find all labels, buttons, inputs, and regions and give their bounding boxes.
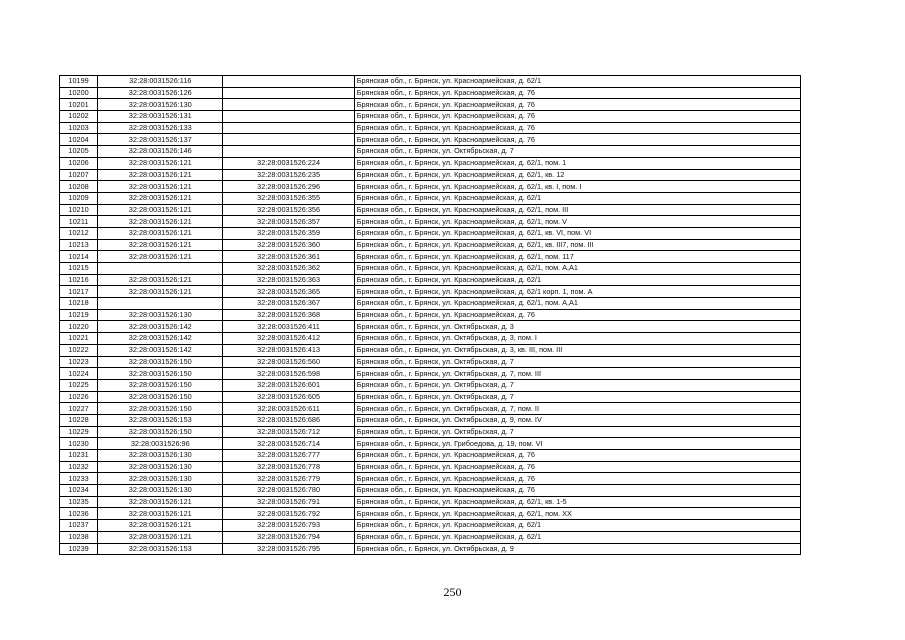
parent-cadastral-number-cell: 32:28:0031526:126: [98, 87, 223, 99]
parent-cadastral-number-cell: 32:28:0031526:150: [98, 391, 223, 403]
parent-cadastral-number-cell: 32:28:0031526:121: [98, 169, 223, 181]
parent-cadastral-number-cell: 32:28:0031526:150: [98, 368, 223, 380]
address-cell: Брянская обл., г. Брянск, ул. Красноармейская, д. 62/1, кв. III7, пом. III: [354, 239, 800, 251]
row-number-cell: 10200: [60, 87, 98, 99]
parent-cadastral-number-cell: 32:28:0031526:121: [98, 520, 223, 532]
parent-cadastral-number-cell: 32:28:0031526:121: [98, 204, 223, 216]
parent-cadastral-number-cell: 32:28:0031526:121: [98, 192, 223, 204]
address-cell: Брянская обл., г. Брянск, ул. Красноармейская, д. 62/1 корп. 1, пом. А: [354, 286, 800, 298]
address-cell: Брянская обл., г. Брянск, ул. Красноармейская, д. 62/1, пом. А,А1: [354, 263, 800, 275]
table-row: [60, 251, 801, 263]
cadastral-number-cell: [223, 122, 354, 134]
address-cell: Брянская обл., г. Брянск, ул. Красноармейская, д. 62/1, пом. III: [354, 204, 800, 216]
address-cell: Брянская обл., г. Брянск, ул. Октябрьская, д. 7: [354, 146, 800, 158]
row-number-cell: 10201: [60, 99, 98, 111]
parent-cadastral-number-cell: 32:28:0031526:153: [98, 414, 223, 426]
row-number-cell: 10207: [60, 169, 98, 181]
cadastral-number-cell: 32:28:0031526:413: [223, 344, 354, 356]
parent-cadastral-number-cell: 32:28:0031526:150: [98, 356, 223, 368]
address-cell: Брянская обл., г. Брянск, ул. Октябрьская, д. 7: [354, 356, 800, 368]
address-cell: Брянская обл., г. Брянск, ул. Красноармейская, д. 76: [354, 134, 800, 146]
table-row: [60, 508, 801, 520]
parent-cadastral-number-cell: 32:28:0031526:121: [98, 531, 223, 543]
cadastral-number-cell: 32:28:0031526:235: [223, 169, 354, 181]
row-number-cell: 10227: [60, 403, 98, 415]
table-row: [60, 461, 801, 473]
cadastral-number-cell: 32:28:0031526:794: [223, 531, 354, 543]
row-number-cell: 10226: [60, 391, 98, 403]
row-number-cell: 10204: [60, 134, 98, 146]
table-row: [60, 122, 801, 134]
parent-cadastral-number-cell: 32:28:0031526:116: [98, 76, 223, 88]
row-number-cell: 10209: [60, 192, 98, 204]
parent-cadastral-number-cell: 32:28:0031526:130: [98, 99, 223, 111]
table-row: [60, 169, 801, 181]
cadastral-number-cell: 32:28:0031526:611: [223, 403, 354, 415]
cadastral-number-cell: 32:28:0031526:598: [223, 368, 354, 380]
cadastral-number-cell: 32:28:0031526:714: [223, 438, 354, 450]
cadastral-number-cell: 32:28:0031526:779: [223, 473, 354, 485]
address-cell: Брянская обл., г. Брянск, ул. Красноармейская, д. 62/1: [354, 520, 800, 532]
table-row: [60, 496, 801, 508]
row-number-cell: 10217: [60, 286, 98, 298]
row-number-cell: 10203: [60, 122, 98, 134]
parent-cadastral-number-cell: 32:28:0031526:142: [98, 321, 223, 333]
row-number-cell: 10199: [60, 76, 98, 88]
cadastral-number-cell: 32:28:0031526:778: [223, 461, 354, 473]
cadastral-number-cell: 32:28:0031526:368: [223, 309, 354, 321]
parent-cadastral-number-cell: 32:28:0031526:121: [98, 216, 223, 228]
cadastral-number-cell: 32:28:0031526:712: [223, 426, 354, 438]
address-cell: Брянская обл., г. Брянск, ул. Октябрьская, д. 3, пом. I: [354, 333, 800, 345]
cadastral-number-cell: 32:28:0031526:791: [223, 496, 354, 508]
parent-cadastral-number-cell: 32:28:0031526:142: [98, 344, 223, 356]
table-row: [60, 520, 801, 532]
cadastral-number-cell: [223, 87, 354, 99]
table-row: [60, 134, 801, 146]
address-cell: Брянская обл., г. Брянск, ул. Красноармейская, д. 62/1, кв. I, пом. I: [354, 181, 800, 193]
parent-cadastral-number-cell: 32:28:0031526:130: [98, 461, 223, 473]
address-cell: Брянская обл., г. Брянск, ул. Красноармейская, д. 62/1, кв. 12: [354, 169, 800, 181]
row-number-cell: 10219: [60, 309, 98, 321]
address-cell: Брянская обл., г. Брянск, ул. Красноармейская, д. 76: [354, 99, 800, 111]
table-row: [60, 356, 801, 368]
table-row: [60, 239, 801, 251]
parent-cadastral-number-cell: 32:28:0031526:130: [98, 485, 223, 497]
cadastral-number-cell: [223, 134, 354, 146]
row-number-cell: 10212: [60, 227, 98, 239]
table-row: [60, 192, 801, 204]
cadastral-number-cell: 32:28:0031526:793: [223, 520, 354, 532]
parent-cadastral-number-cell: 32:28:0031526:142: [98, 333, 223, 345]
table-row: [60, 286, 801, 298]
cadastral-number-cell: 32:28:0031526:777: [223, 450, 354, 462]
parent-cadastral-number-cell: 32:28:0031526:146: [98, 146, 223, 158]
address-cell: Брянская обл., г. Брянск, ул. Октябрьская, д. 9: [354, 543, 800, 555]
cadastral-table: [59, 75, 801, 555]
address-cell: Брянская обл., г. Брянск, ул. Октябрьская, д. 7, пом. II: [354, 403, 800, 415]
cadastral-number-cell: 32:28:0031526:355: [223, 192, 354, 204]
cadastral-number-cell: 32:28:0031526:363: [223, 274, 354, 286]
address-cell: Брянская обл., г. Брянск, ул. Октябрьская, д. 7, пом. III: [354, 368, 800, 380]
cadastral-number-cell: 32:28:0031526:560: [223, 356, 354, 368]
address-cell: Брянская обл., г. Брянск, ул. Красноармейская, д. 76: [354, 461, 800, 473]
row-number-cell: 10215: [60, 263, 98, 275]
cadastral-number-cell: [223, 76, 354, 88]
address-cell: Брянская обл., г. Брянск, ул. Красноармейская, д. 62/1, кв. 1-5: [354, 496, 800, 508]
cadastral-number-cell: 32:28:0031526:795: [223, 543, 354, 555]
row-number-cell: 10239: [60, 543, 98, 555]
row-number-cell: 10210: [60, 204, 98, 216]
parent-cadastral-number-cell: 32:28:0031526:96: [98, 438, 223, 450]
parent-cadastral-number-cell: 32:28:0031526:121: [98, 251, 223, 263]
cadastral-number-cell: 32:28:0031526:686: [223, 414, 354, 426]
row-number-cell: 10218: [60, 298, 98, 310]
parent-cadastral-number-cell: 32:28:0031526:121: [98, 239, 223, 251]
address-cell: Брянская обл., г. Брянск, ул. Красноармейская, д. 62/1, пом. XX: [354, 508, 800, 520]
cadastral-number-cell: 32:28:0031526:601: [223, 379, 354, 391]
cadastral-number-cell: 32:28:0031526:605: [223, 391, 354, 403]
address-cell: Брянская обл., г. Брянск, ул. Красноармейская, д. 62/1: [354, 531, 800, 543]
table-row: [60, 157, 801, 169]
table-row: [60, 426, 801, 438]
cadastral-number-cell: 32:28:0031526:411: [223, 321, 354, 333]
table-row: [60, 368, 801, 380]
parent-cadastral-number-cell: 32:28:0031526:131: [98, 111, 223, 123]
cadastral-number-cell: 32:28:0031526:367: [223, 298, 354, 310]
cadastral-number-cell: [223, 111, 354, 123]
address-cell: Брянская обл., г. Брянск, ул. Красноармейская, д. 62/1, пом. 117: [354, 251, 800, 263]
row-number-cell: 10211: [60, 216, 98, 228]
address-cell: Брянская обл., г. Брянск, ул. Красноармейская, д. 76: [354, 111, 800, 123]
table-row: [60, 531, 801, 543]
row-number-cell: 10202: [60, 111, 98, 123]
row-number-cell: 10235: [60, 496, 98, 508]
page-number: 250: [443, 585, 462, 599]
table-row: [60, 414, 801, 426]
address-cell: Брянская обл., г. Брянск, ул. Красноармейская, д. 76: [354, 309, 800, 321]
row-number-cell: 10205: [60, 146, 98, 158]
row-number-cell: 10216: [60, 274, 98, 286]
parent-cadastral-number-cell: 32:28:0031526:130: [98, 473, 223, 485]
table-row: [60, 181, 801, 193]
row-number-cell: 10228: [60, 414, 98, 426]
row-number-cell: 10206: [60, 157, 98, 169]
row-number-cell: 10224: [60, 368, 98, 380]
cadastral-number-cell: 32:28:0031526:224: [223, 157, 354, 169]
address-cell: Брянская обл., г. Брянск, ул. Красноармейская, д. 62/1: [354, 274, 800, 286]
table-row: [60, 379, 801, 391]
row-number-cell: 10238: [60, 531, 98, 543]
cadastral-number-cell: [223, 99, 354, 111]
parent-cadastral-number-cell: 32:28:0031526:137: [98, 134, 223, 146]
table-row: [60, 309, 801, 321]
table-row: [60, 450, 801, 462]
parent-cadastral-number-cell: 32:28:0031526:121: [98, 274, 223, 286]
address-cell: Брянская обл., г. Брянск, ул. Красноармейская, д. 76: [354, 87, 800, 99]
parent-cadastral-number-cell: 32:28:0031526:150: [98, 426, 223, 438]
table-row: [60, 543, 801, 555]
address-cell: Брянская обл., г. Брянск, ул. Красноармейская, д. 62/1, пом. 1: [354, 157, 800, 169]
parent-cadastral-number-cell: 32:28:0031526:153: [98, 543, 223, 555]
row-number-cell: 10225: [60, 379, 98, 391]
row-number-cell: 10213: [60, 239, 98, 251]
table-row: [60, 274, 801, 286]
address-cell: Брянская обл., г. Брянск, ул. Октябрьская, д. 7: [354, 391, 800, 403]
address-cell: Брянская обл., г. Брянск, ул. Красноармейская, д. 62/1, пом. V: [354, 216, 800, 228]
table-row: [60, 391, 801, 403]
table-row: [60, 216, 801, 228]
table-row: [60, 438, 801, 450]
cadastral-number-cell: 32:28:0031526:362: [223, 263, 354, 275]
cadastral-number-cell: 32:28:0031526:360: [223, 239, 354, 251]
row-number-cell: 10232: [60, 461, 98, 473]
cadastral-number-cell: 32:28:0031526:365: [223, 286, 354, 298]
table-row: [60, 87, 801, 99]
address-cell: Брянская обл., г. Брянск, ул. Октябрьская, д. 3, кв. III, пом. III: [354, 344, 800, 356]
parent-cadastral-number-cell: 32:28:0031526:130: [98, 450, 223, 462]
address-cell: Брянская обл., г. Брянск, ул. Октябрьская, д. 3: [354, 321, 800, 333]
cadastral-number-cell: 32:28:0031526:780: [223, 485, 354, 497]
parent-cadastral-number-cell: [98, 263, 223, 275]
table-row: [60, 76, 801, 88]
table-row: [60, 403, 801, 415]
row-number-cell: 10230: [60, 438, 98, 450]
row-number-cell: 10237: [60, 520, 98, 532]
address-cell: Брянская обл., г. Брянск, ул. Красноармейская, д. 62/1, кв. VI, пом. VI: [354, 227, 800, 239]
parent-cadastral-number-cell: [98, 298, 223, 310]
parent-cadastral-number-cell: 32:28:0031526:121: [98, 286, 223, 298]
table-row: [60, 146, 801, 158]
cadastral-number-cell: 32:28:0031526:361: [223, 251, 354, 263]
address-cell: Брянская обл., г. Брянск, ул. Красноармейская, д. 76: [354, 473, 800, 485]
address-cell: Брянская обл., г. Брянск, ул. Красноармейская, д. 62/1: [354, 192, 800, 204]
table-row: [60, 321, 801, 333]
parent-cadastral-number-cell: 32:28:0031526:133: [98, 122, 223, 134]
row-number-cell: 10229: [60, 426, 98, 438]
row-number-cell: 10231: [60, 450, 98, 462]
table-row: [60, 473, 801, 485]
address-cell: Брянская обл., г. Брянск, ул. Красноармейская, д. 76: [354, 122, 800, 134]
address-cell: Брянская обл., г. Брянск, ул. Красноармейская, д. 62/1, пом. А,А1: [354, 298, 800, 310]
address-cell: Брянская обл., г. Брянск, ул. Октябрьская, д. 7: [354, 379, 800, 391]
address-cell: Брянская обл., г. Брянск, ул. Октябрьская, д. 7: [354, 426, 800, 438]
address-cell: Брянская обл., г. Брянск, ул. Октябрьская, д. 9, пом. IV: [354, 414, 800, 426]
cadastral-number-cell: 32:28:0031526:792: [223, 508, 354, 520]
address-cell: Брянская обл., г. Брянск, ул. Красноармейская, д. 62/1: [354, 76, 800, 88]
row-number-cell: 10234: [60, 485, 98, 497]
parent-cadastral-number-cell: 32:28:0031526:150: [98, 379, 223, 391]
cadastral-number-cell: 32:28:0031526:356: [223, 204, 354, 216]
table-row: [60, 111, 801, 123]
row-number-cell: 10223: [60, 356, 98, 368]
parent-cadastral-number-cell: 32:28:0031526:121: [98, 508, 223, 520]
parent-cadastral-number-cell: 32:28:0031526:130: [98, 309, 223, 321]
table-row: [60, 298, 801, 310]
row-number-cell: 10222: [60, 344, 98, 356]
cadastral-number-cell: [223, 146, 354, 158]
cadastral-number-cell: 32:28:0031526:357: [223, 216, 354, 228]
address-cell: Брянская обл., г. Брянск, ул. Грибоедова, д. 19, пом. VI: [354, 438, 800, 450]
row-number-cell: 10236: [60, 508, 98, 520]
table-row: [60, 333, 801, 345]
row-number-cell: 10208: [60, 181, 98, 193]
table-body: [60, 76, 801, 555]
row-number-cell: 10220: [60, 321, 98, 333]
table-row: [60, 263, 801, 275]
cadastral-number-cell: 32:28:0031526:359: [223, 227, 354, 239]
row-number-cell: 10221: [60, 333, 98, 345]
address-cell: Брянская обл., г. Брянск, ул. Красноармейская, д. 76: [354, 450, 800, 462]
address-cell: Брянская обл., г. Брянск, ул. Красноармейская, д. 76: [354, 485, 800, 497]
table-row: [60, 344, 801, 356]
cadastral-number-cell: 32:28:0031526:296: [223, 181, 354, 193]
cadastral-number-cell: 32:28:0031526:412: [223, 333, 354, 345]
table-row: [60, 204, 801, 216]
parent-cadastral-number-cell: 32:28:0031526:121: [98, 181, 223, 193]
table-row: [60, 227, 801, 239]
parent-cadastral-number-cell: 32:28:0031526:121: [98, 496, 223, 508]
parent-cadastral-number-cell: 32:28:0031526:150: [98, 403, 223, 415]
parent-cadastral-number-cell: 32:28:0031526:121: [98, 227, 223, 239]
row-number-cell: 10233: [60, 473, 98, 485]
table-row: [60, 99, 801, 111]
row-number-cell: 10214: [60, 251, 98, 263]
parent-cadastral-number-cell: 32:28:0031526:121: [98, 157, 223, 169]
table-row: [60, 485, 801, 497]
